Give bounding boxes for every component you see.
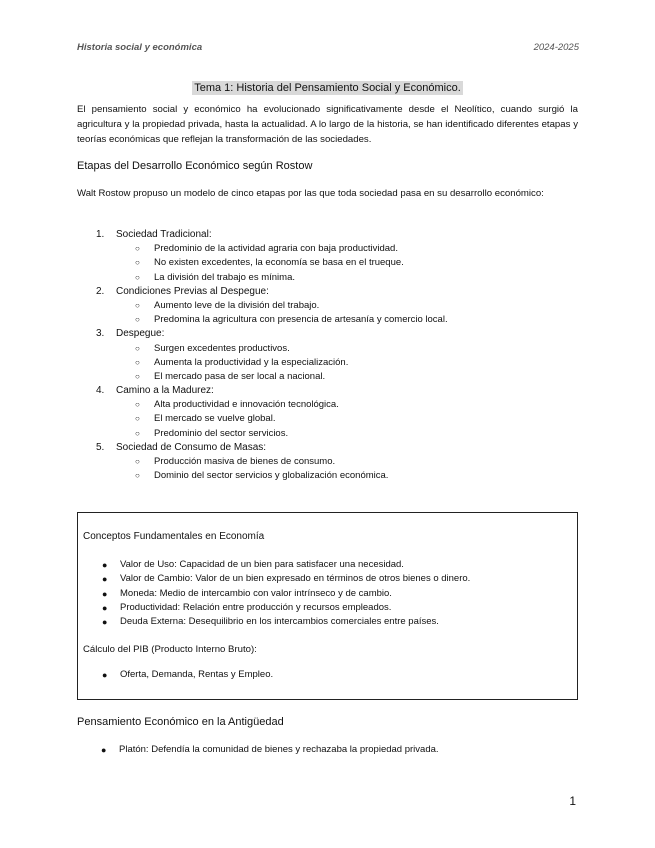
stage-subitem-text: Surgen excedentes productivos. [154, 342, 290, 354]
stage-subitem [77, 342, 578, 356]
concept-item-text: Valor de Cambio: Valor de un bien expresado en términos de otros bienes o dinero. [120, 573, 471, 585]
stage-item [77, 285, 578, 299]
concepts-box [77, 512, 578, 700]
hollow-bullet-icon: ○ [135, 315, 140, 325]
concept-item [78, 601, 577, 615]
stage-subitem-text: El mercado pasa de ser local a nacional. [154, 370, 326, 382]
hollow-bullet-icon: ○ [135, 371, 140, 381]
page-number: 1 [569, 794, 576, 808]
stage-subitem [77, 398, 578, 412]
concept-item [78, 572, 577, 586]
stage-subitem-text: Predominio del sector servicios. [154, 427, 289, 439]
stage-label: Camino a la Madurez: [116, 385, 214, 397]
title-container [0, 78, 655, 96]
stage-subitem [77, 370, 578, 384]
hollow-bullet-icon: ○ [135, 244, 140, 254]
pib-item-text: Oferta, Demanda, Rentas y Empleo. [120, 669, 274, 680]
concept-item-text: Deuda Externa: Desequilibrio en los intercambios comerciales entre países. [120, 616, 439, 628]
page-header [77, 42, 579, 53]
stage-subitem [77, 271, 578, 285]
stage-item [77, 228, 578, 242]
stage-subitem-text: No existen excedentes, la economía se basa en el trueque. [154, 257, 404, 269]
intro-paragraph: El pensamiento social y económico ha evolucionado significativamente desde el Neolítico, cuando surgió la agricultura y la propiedad privada, hasta la actualidad. A lo largo de la historia, se han identificado diferentes etapas y teorías económicas que reflejan la transformación de las sociedades. [77, 104, 578, 145]
stage-subitem-text: Aumenta la productividad y la especialización. [154, 356, 349, 368]
hollow-bullet-icon: ○ [135, 343, 140, 353]
stage-subitem [77, 256, 578, 270]
stage-subitem-text: Aumento leve de la división del trabajo. [154, 299, 320, 311]
bullet-icon: ● [101, 745, 107, 755]
stage-subitem [77, 313, 578, 327]
stage-item [77, 327, 578, 341]
header-course: Historia social y económica [77, 42, 203, 53]
concept-item-text: Moneda: Medio de intercambio con valor intrínseco y de cambio. [120, 587, 392, 599]
stage-subitem-text: El mercado se vuelve global. [154, 413, 276, 425]
concept-item [78, 558, 577, 572]
stage-subitem-text: Alta productividad e innovación tecnológica. [154, 399, 339, 411]
section-heading-antiquity: Pensamiento Económico en la Antigüedad [77, 716, 284, 728]
stage-subitem [77, 356, 578, 370]
stages-list [77, 228, 578, 483]
stage-number: 5. [96, 441, 105, 453]
stage-subitem [77, 242, 578, 256]
bullet-icon: ● [102, 617, 108, 628]
section-heading-rostow: Etapas del Desarrollo Económico según Rostow [77, 160, 313, 172]
bullet-icon: ● [102, 560, 108, 570]
stage-subitem [77, 469, 578, 483]
stage-subitem-text: Dominio del sector servicios y globalización económica. [154, 470, 389, 482]
concept-item-text: Productividad: Relación entre producción y recursos empleados. [120, 601, 392, 613]
pib-list [78, 668, 577, 682]
stage-label: Condiciones Previas al Despegue: [116, 285, 269, 297]
stage-subitem [77, 412, 578, 426]
stage-subitem [77, 427, 578, 441]
hollow-bullet-icon: ○ [135, 258, 140, 268]
concepts-title: Conceptos Fundamentales en Economía [83, 531, 265, 542]
header-year: 2024-2025 [533, 42, 579, 53]
antiquity-item [77, 743, 578, 757]
hollow-bullet-icon: ○ [135, 457, 140, 466]
hollow-bullet-icon: ○ [135, 471, 140, 481]
stage-label: Despegue: [116, 328, 165, 340]
stage-number: 1. [96, 229, 105, 240]
stage-subitem-text: Predominio de la actividad agraria con baja productividad. [154, 243, 398, 255]
concept-item-text: Valor de Uso: Capacidad de un bien para satisfacer una necesidad. [120, 559, 404, 570]
bullet-icon: ● [102, 602, 108, 613]
bullet-icon: ● [102, 588, 108, 599]
pib-heading: Cálculo del PIB (Producto Interno Bruto): [83, 644, 257, 655]
stage-item [77, 384, 578, 398]
hollow-bullet-icon: ○ [135, 300, 140, 310]
bullet-icon: ● [102, 670, 108, 680]
stage-label: Sociedad Tradicional: [116, 229, 212, 240]
concepts-list [78, 558, 577, 629]
document-title: Tema 1: Historia del Pensamiento Social y Económico. [194, 82, 461, 94]
hollow-bullet-icon: ○ [135, 272, 140, 282]
stage-number: 2. [96, 285, 105, 297]
hollow-bullet-icon: ○ [135, 357, 140, 367]
stage-subitem-text: La división del trabajo es mínima. [154, 271, 295, 283]
stage-number: 3. [96, 328, 105, 340]
stage-label: Sociedad de Consumo de Masas: [116, 441, 267, 453]
hollow-bullet-icon: ○ [135, 400, 140, 410]
stage-subitem [77, 299, 578, 313]
stage-number: 4. [96, 385, 105, 397]
rostow-paragraph: Walt Rostow propuso un modelo de cinco etapas por las que toda sociedad pasa en su desarrollo económico: [77, 188, 544, 199]
pib-item [78, 668, 577, 682]
hollow-bullet-icon: ○ [135, 428, 140, 438]
bullet-icon: ● [102, 574, 108, 585]
antiquity-item-text: Platón: Defendía la comunidad de bienes y rechazaba la propiedad privada. [119, 744, 439, 755]
concept-item [78, 615, 577, 629]
antiquity-list [77, 743, 578, 757]
hollow-bullet-icon: ○ [135, 414, 140, 424]
stage-subitem-text: Producción masiva de bienes de consumo. [154, 456, 336, 467]
stage-item [77, 441, 578, 455]
concept-item [78, 587, 577, 601]
stage-subitem-text: Predomina la agricultura con presencia de artesanía y comercio local. [154, 314, 448, 326]
stage-subitem [77, 455, 578, 469]
